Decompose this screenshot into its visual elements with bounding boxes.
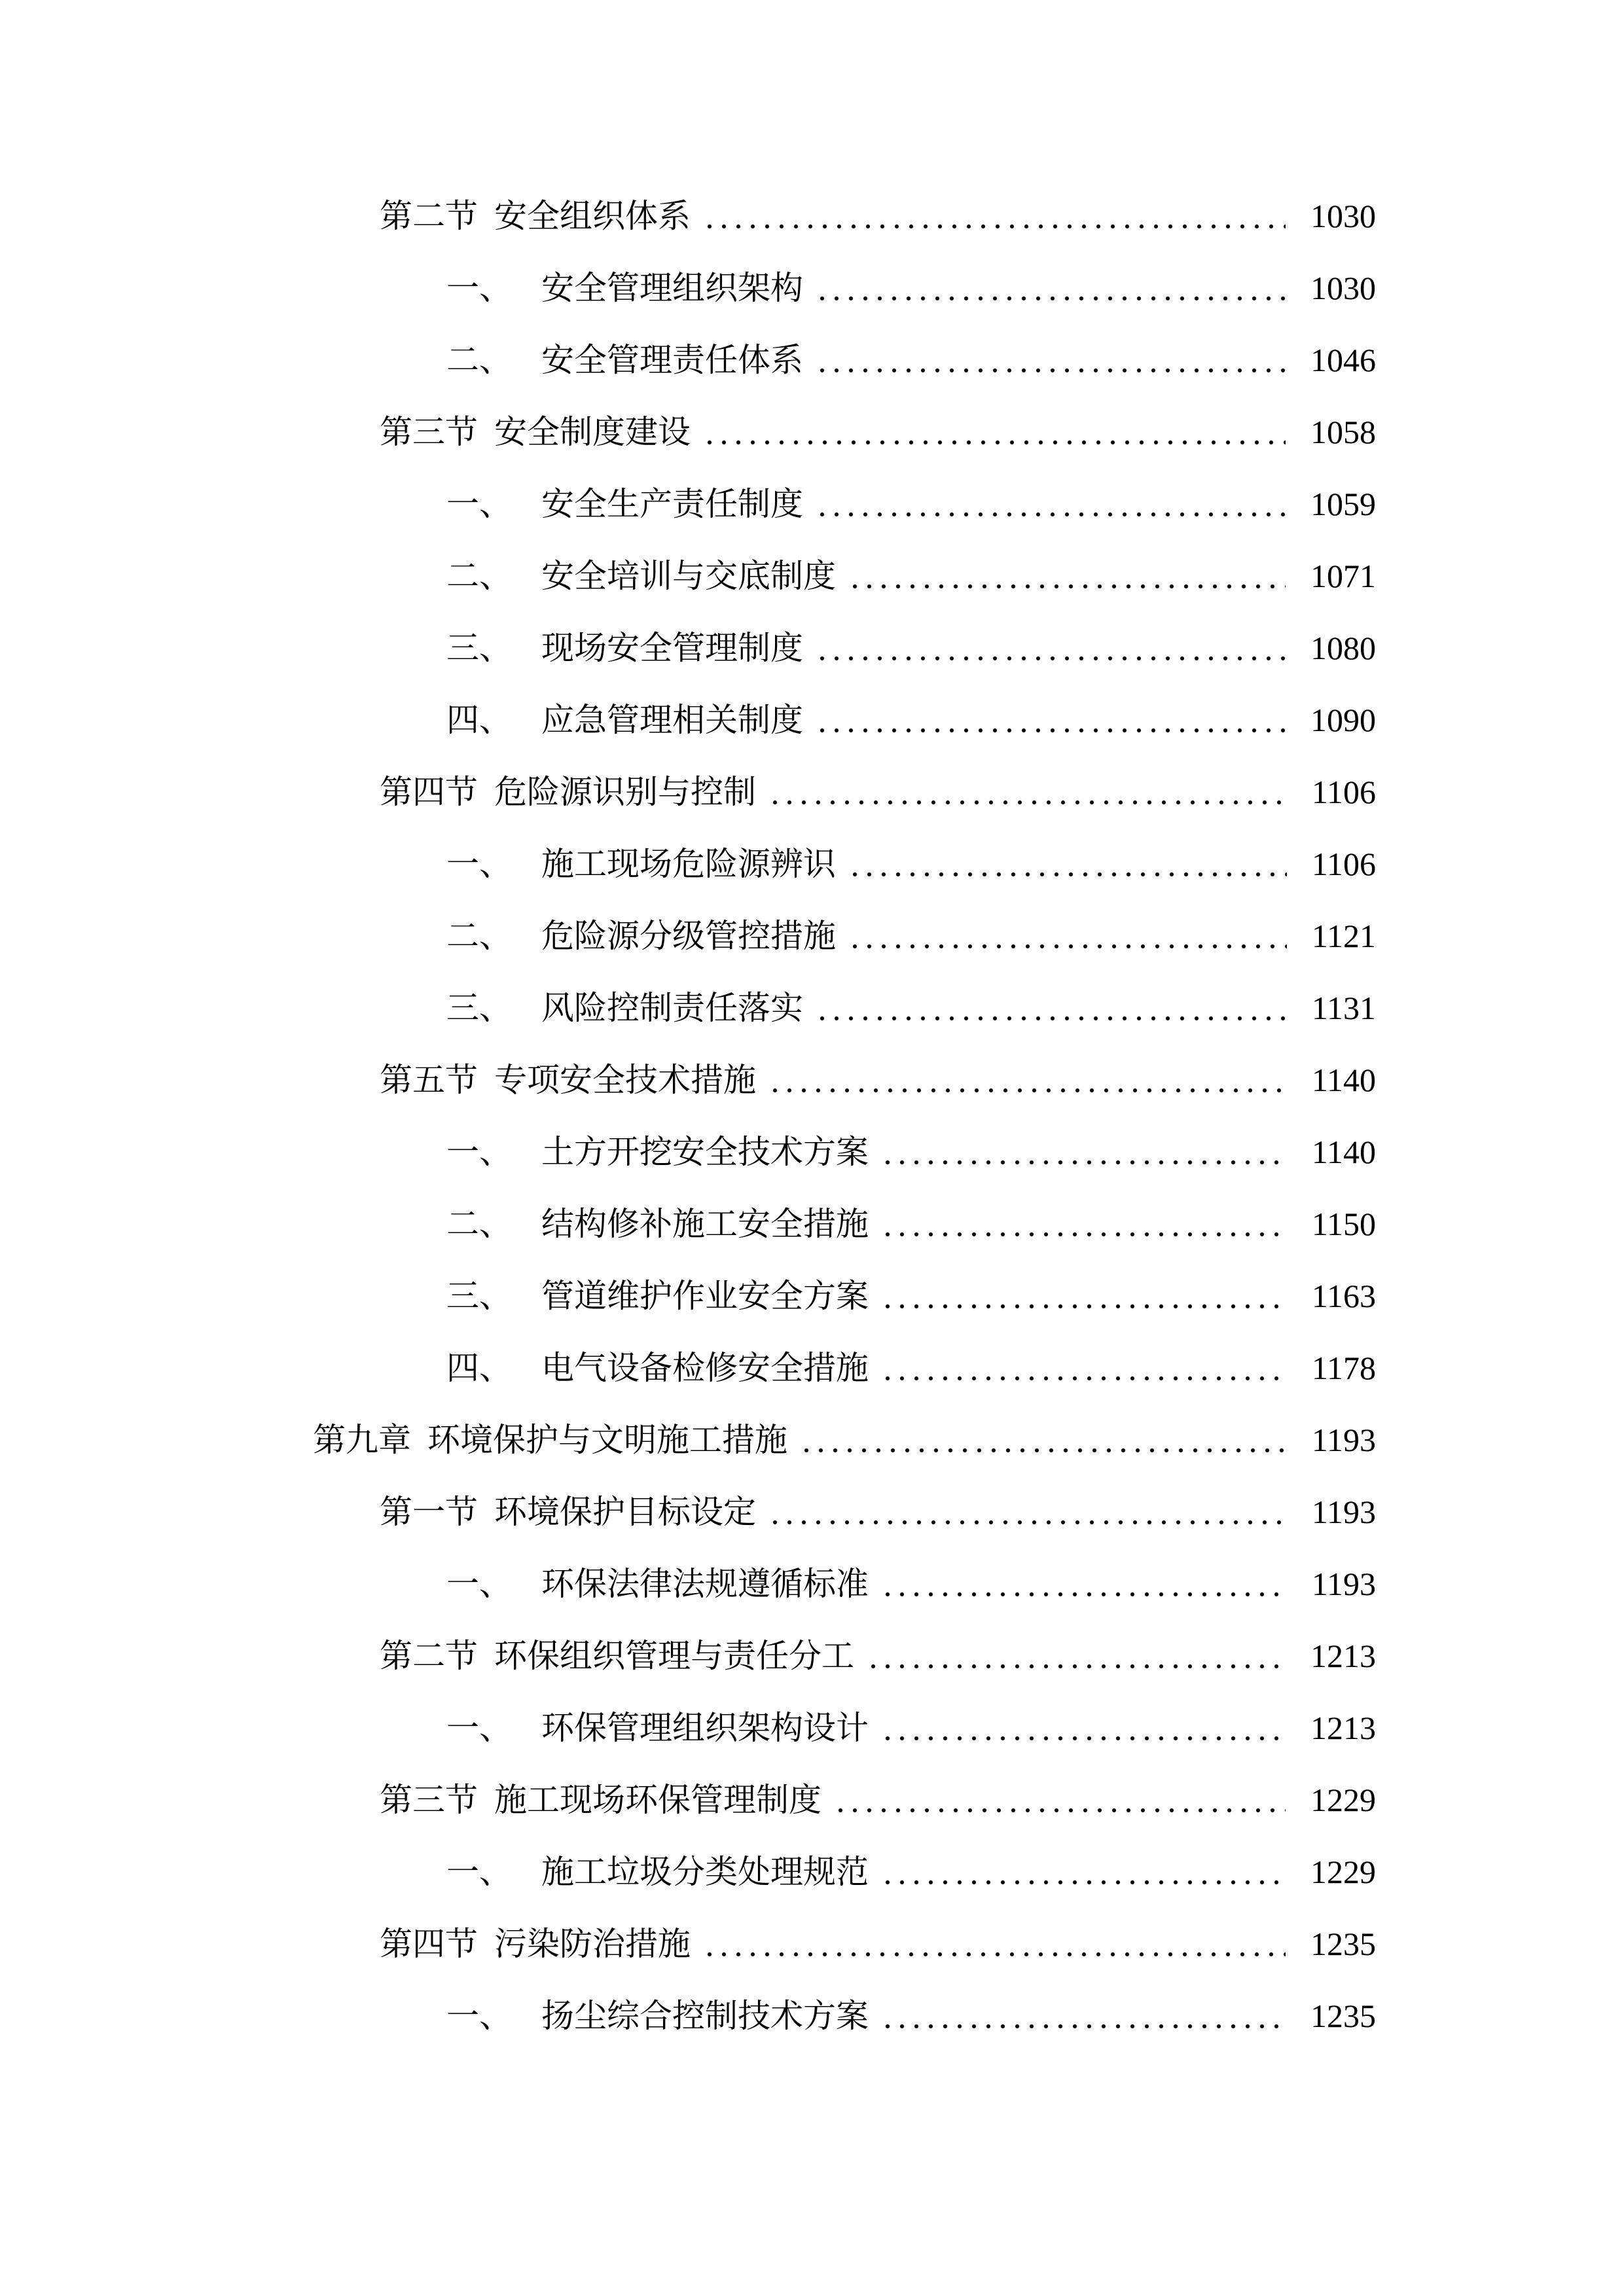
entry-label: 第四节 [380, 774, 478, 810]
dot-leader [815, 468, 1286, 540]
entry-title: 土方开挖安全技术方案 [541, 1134, 869, 1170]
entry-title: 环保管理组织架构设计 [541, 1710, 869, 1746]
dot-leader [880, 1836, 1286, 1908]
toc-entry [313, 1620, 1376, 1692]
entry-label: 第五节 [380, 1062, 478, 1098]
entry-title: 电气设备检修安全措施 [541, 1350, 869, 1386]
entry-title: 污染防治措施 [494, 1926, 691, 1962]
entry-label: 一、 [446, 270, 512, 306]
dot-leader [880, 1188, 1287, 1260]
entry-label: 一、 [446, 1998, 512, 2034]
entry-label: 二、 [446, 342, 512, 378]
entry-page: 1140 [1311, 1062, 1376, 1098]
dot-leader [880, 1548, 1287, 1620]
dot-leader [880, 1980, 1286, 2052]
toc-entry [313, 1764, 1376, 1836]
entry-page: 1213 [1310, 1710, 1376, 1746]
entry-page: 1090 [1310, 702, 1376, 738]
entry-title: 安全组织体系 [494, 198, 691, 234]
entry-page: 1193 [1311, 1494, 1376, 1530]
entry-label: 第四节 [380, 1926, 478, 1962]
toc-entry [313, 972, 1376, 1044]
entry-page: 1213 [1310, 1638, 1376, 1674]
entry-title: 危险源分级管控措施 [541, 918, 836, 954]
entry-title: 应急管理相关制度 [541, 702, 803, 738]
entry-title: 结构修补施工安全措施 [541, 1206, 869, 1242]
entry-title: 安全管理责任体系 [541, 342, 803, 378]
entry-label: 第二节 [380, 1638, 478, 1674]
entry-page: 1193 [1311, 1566, 1376, 1602]
entry-label: 二、 [446, 1206, 512, 1242]
entry-title: 环境保护与文明施工措施 [427, 1422, 787, 1458]
dot-leader [848, 540, 1286, 612]
toc-entry [313, 180, 1376, 252]
entry-label: 第一节 [380, 1494, 478, 1530]
entry-label: 三、 [446, 1278, 512, 1314]
entry-title: 专项安全技术措施 [494, 1062, 756, 1098]
entry-label: 第三节 [380, 1782, 478, 1818]
dot-leader [702, 1908, 1286, 1980]
dot-leader [799, 1404, 1287, 1476]
entry-title: 施工垃圾分类处理规范 [541, 1854, 869, 1890]
toc-entry [313, 756, 1376, 828]
toc-entry [313, 828, 1376, 900]
toc-entry [313, 684, 1376, 756]
dot-leader [768, 1044, 1287, 1116]
entry-title: 安全管理组织架构 [541, 270, 803, 306]
entry-label: 三、 [446, 990, 512, 1026]
entry-title: 环境保护目标设定 [494, 1494, 756, 1530]
toc-entry [313, 1980, 1376, 2052]
entry-title: 施工现场危险源辨识 [541, 846, 836, 882]
entry-label: 四、 [446, 702, 512, 738]
dot-leader [848, 900, 1287, 972]
dot-leader [768, 756, 1287, 828]
entry-title: 安全生产责任制度 [541, 486, 803, 522]
entry-label: 一、 [446, 486, 512, 522]
entry-label: 三、 [446, 630, 512, 666]
toc-entry [313, 612, 1376, 684]
dot-leader [833, 1764, 1286, 1836]
entry-title: 扬尘综合控制技术方案 [541, 1998, 869, 2034]
toc-entry [313, 1044, 1376, 1116]
entry-label: 二、 [446, 918, 512, 954]
entry-page: 1140 [1311, 1134, 1376, 1170]
entry-page: 1235 [1310, 1998, 1376, 2034]
dot-leader [815, 972, 1287, 1044]
dot-leader [815, 612, 1286, 684]
entry-title: 环保组织管理与责任分工 [494, 1638, 854, 1674]
entry-label: 一、 [446, 846, 512, 882]
dot-leader [702, 396, 1286, 468]
entry-label: 一、 [446, 1134, 512, 1170]
dot-leader [880, 1260, 1287, 1332]
toc-entry [313, 1836, 1376, 1908]
entry-label: 第九章 [313, 1422, 411, 1458]
entry-title: 风险控制责任落实 [541, 990, 803, 1026]
dot-leader [815, 324, 1286, 396]
entry-title: 安全培训与交底制度 [541, 558, 836, 594]
dot-leader [880, 1332, 1287, 1404]
entry-page: 1229 [1310, 1782, 1376, 1818]
entry-page: 1235 [1310, 1926, 1376, 1962]
entry-title: 安全制度建设 [494, 414, 691, 450]
entry-label: 一、 [446, 1710, 512, 1746]
dot-leader [815, 684, 1286, 756]
entry-page: 1080 [1310, 630, 1376, 666]
toc-list [313, 180, 1376, 2052]
dot-leader [702, 180, 1286, 252]
entry-page: 1106 [1311, 846, 1376, 882]
toc-entry [313, 396, 1376, 468]
entry-title: 施工现场环保管理制度 [494, 1782, 821, 1818]
entry-page: 1030 [1310, 270, 1376, 306]
entry-title: 环保法律法规遵循标准 [541, 1566, 869, 1602]
entry-label: 第三节 [380, 414, 478, 450]
entry-page: 1121 [1311, 918, 1376, 954]
entry-title: 危险源识别与控制 [494, 774, 756, 810]
toc-entry [313, 1116, 1376, 1188]
toc-entry [313, 1548, 1376, 1620]
toc-entry [313, 1404, 1376, 1476]
entry-page: 1193 [1311, 1422, 1376, 1458]
entry-page: 1058 [1310, 414, 1376, 450]
entry-label: 四、 [446, 1350, 512, 1386]
entry-page: 1106 [1311, 774, 1376, 810]
toc-entry [313, 900, 1376, 972]
toc-entry [313, 1476, 1376, 1548]
toc-entry [313, 1908, 1376, 1980]
toc-entry [313, 252, 1376, 324]
entry-page: 1030 [1310, 198, 1376, 234]
entry-page: 1150 [1311, 1206, 1376, 1242]
dot-leader [815, 252, 1286, 324]
dot-leader [848, 828, 1287, 900]
dot-leader [880, 1692, 1286, 1764]
entry-title: 现场安全管理制度 [541, 630, 803, 666]
entry-page: 1059 [1310, 486, 1376, 522]
entry-page: 1131 [1311, 990, 1376, 1026]
toc-entry [313, 1692, 1376, 1764]
entry-title: 管道维护作业安全方案 [541, 1278, 869, 1314]
entry-label: 第二节 [380, 198, 478, 234]
entry-page: 1229 [1310, 1854, 1376, 1890]
entry-label: 二、 [446, 558, 512, 594]
entry-page: 1046 [1310, 342, 1376, 378]
dot-leader [880, 1116, 1287, 1188]
toc-entry [313, 324, 1376, 396]
toc-entry [313, 468, 1376, 540]
toc-entry [313, 1332, 1376, 1404]
toc-entry [313, 1188, 1376, 1260]
toc-entry [313, 1260, 1376, 1332]
dot-leader [866, 1620, 1286, 1692]
entry-page: 1071 [1310, 558, 1376, 594]
toc-entry [313, 540, 1376, 612]
entry-page: 1178 [1311, 1350, 1376, 1386]
entry-page: 1163 [1311, 1278, 1376, 1314]
entry-label: 一、 [446, 1566, 512, 1602]
entry-label: 一、 [446, 1854, 512, 1890]
dot-leader [768, 1476, 1287, 1548]
